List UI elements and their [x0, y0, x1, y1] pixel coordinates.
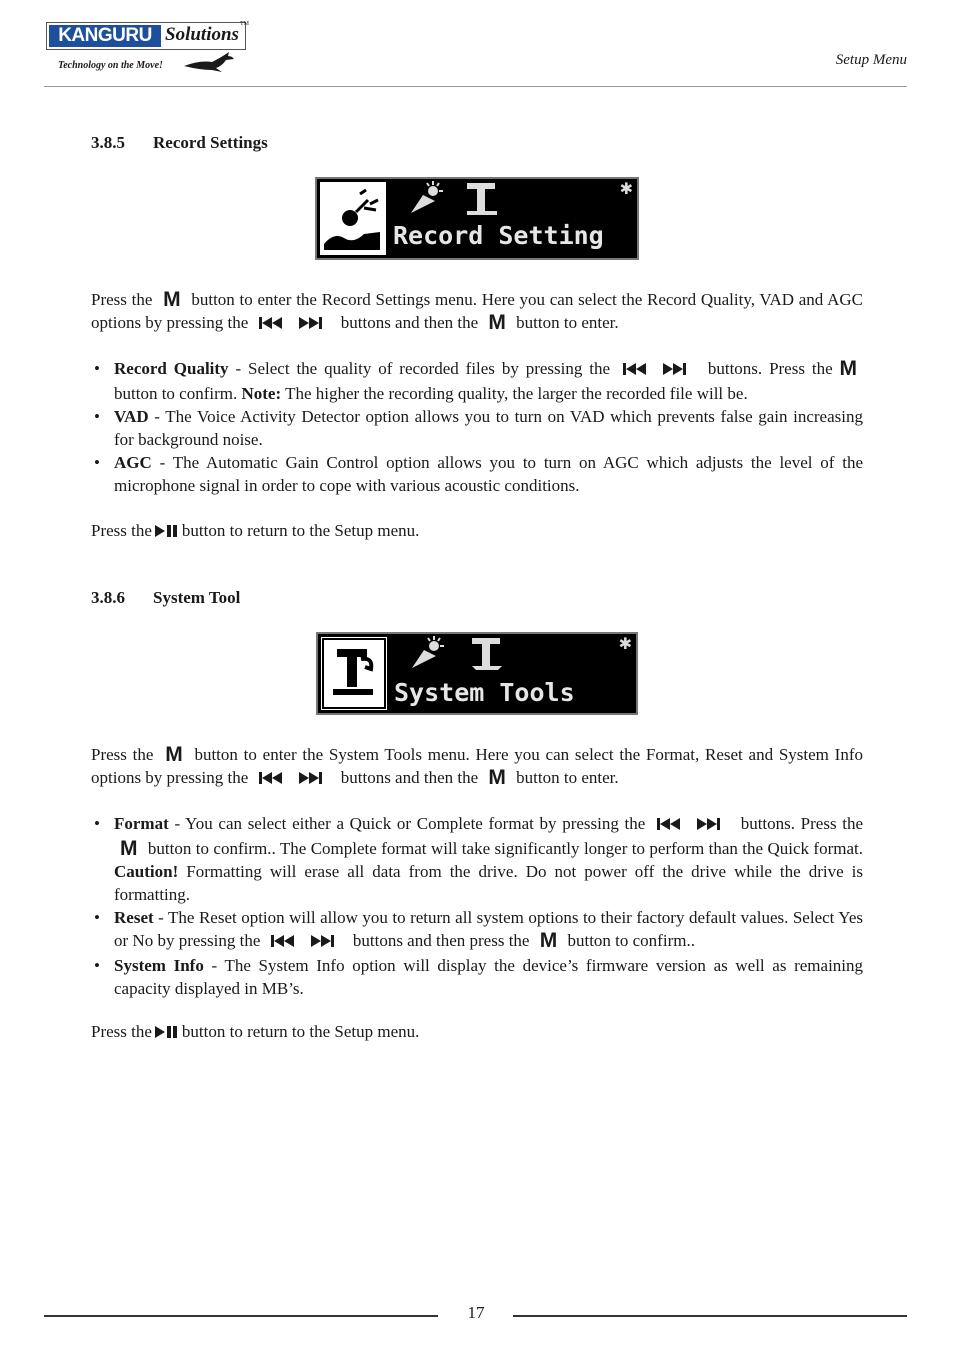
text: button to return to the Setup menu.: [181, 521, 420, 540]
term: System Info: [114, 956, 204, 975]
logo-solutions: Solutions: [165, 24, 239, 45]
logo-brand: KANGURU: [49, 25, 161, 47]
m-button-icon: M: [488, 766, 506, 789]
text: button to confirm..: [567, 931, 695, 950]
text: Press the: [91, 290, 153, 309]
list-item: [91, 954, 863, 1000]
text: - The Reset option will allow you to return all system options to their factory default values. Select Yes or No by pressing the: [114, 908, 863, 950]
screen-label: Record Setting: [393, 221, 604, 250]
skip-back-forward-icon: [657, 817, 729, 831]
text: The higher the recording quality, the larger the recorded file will be.: [285, 384, 748, 403]
text: - The Voice Activity Detector option allows you to turn on VAD which prevents false gain increasing for background noise.: [114, 407, 863, 449]
skip-buttons-icon: [623, 359, 695, 382]
list-item: [91, 357, 863, 405]
section-name: Setup Menu: [835, 52, 907, 68]
m-button-icon: M: [163, 288, 181, 311]
screen-selected-slot: [321, 637, 387, 710]
system-tool-heading: [91, 588, 240, 608]
play-pause-glyph: [154, 1025, 180, 1039]
section-title: System Tool: [153, 588, 241, 607]
text: - You can select either a Quick or Complete format by pressing the: [174, 814, 646, 833]
text: button to confirm.: [114, 384, 238, 403]
brightness-icon: [404, 636, 448, 674]
text: - The Automatic Gain Control option allows you to turn on AGC which adjusts the level of the microphone signal in order to cope with various acoustic conditions.: [114, 453, 864, 495]
text: button to enter.: [516, 768, 619, 787]
logo-tagline: Technology on the Move!: [58, 60, 163, 71]
kangaroo-icon: [182, 50, 238, 74]
m-button-icon: M: [839, 357, 858, 380]
text: Press the: [91, 745, 154, 764]
term: Format: [114, 814, 169, 833]
kanguru-logo: [46, 22, 248, 78]
play-pause-glyph: [154, 524, 180, 538]
page-number: 17: [467, 1303, 485, 1322]
screen-selected-slot: [320, 182, 386, 255]
text: Press the: [91, 1022, 152, 1041]
text: buttons and then press the: [352, 931, 530, 950]
term: AGC: [114, 453, 152, 472]
text: - The System Info option will display the device’s firmware version as well as remaining capacity displayed in MB’s.: [114, 956, 864, 998]
record-return: [91, 519, 863, 544]
page-header: [44, 20, 907, 88]
system-options-list: [91, 812, 863, 1000]
skip-back-forward-icon: [623, 362, 695, 376]
term: Reset: [114, 908, 154, 927]
list-item: [91, 906, 863, 954]
play-pause-icon: [154, 521, 180, 544]
m-button-icon: M: [165, 743, 183, 766]
record-options-list: [91, 357, 863, 497]
term: Record Quality: [114, 359, 229, 378]
text: button to enter the System Tools menu. Here you can select the Format, Reset and System Info options by pressing the: [91, 745, 863, 787]
record-setting-screen: [315, 177, 639, 260]
microphone-icon: [320, 182, 386, 255]
footer-rule-left: [44, 1315, 438, 1317]
tools-icon: [321, 637, 387, 710]
list-item: [91, 405, 863, 451]
screen-corner-mark: ✱: [618, 634, 632, 653]
list-item: [91, 812, 863, 906]
text: buttons. Press the: [740, 814, 864, 833]
system-return: [91, 1020, 863, 1045]
text: Press the: [91, 521, 152, 540]
record-settings-heading: [91, 133, 268, 153]
text: buttons. Press the: [707, 359, 833, 378]
skip-back-forward-icon: [259, 771, 331, 785]
text: - Select the quality of recorded files by pressing the: [235, 359, 611, 378]
m-button-icon: M: [539, 929, 558, 952]
tools-icon: [461, 181, 503, 219]
section-number: 3.8.6: [91, 588, 125, 607]
text: button to confirm.. The Complete format will take significantly longer to perform than the Quick format.: [147, 839, 863, 858]
record-icon: [466, 636, 508, 674]
logo-trademark: TM: [240, 21, 249, 27]
system-intro: [91, 743, 863, 791]
text: buttons and then the: [340, 768, 479, 787]
text: button to enter.: [516, 313, 619, 332]
record-intro: [91, 288, 863, 336]
skip-buttons-icon: [657, 814, 729, 837]
term: VAD: [114, 407, 149, 426]
section-number: 3.8.5: [91, 133, 125, 152]
section-title: Record Settings: [153, 133, 268, 152]
brightness-icon: [403, 181, 447, 219]
system-tools-screen: [316, 632, 638, 715]
skip-back-forward-icon: [259, 316, 331, 330]
m-button-icon: M: [120, 837, 138, 860]
list-item: [91, 451, 863, 497]
text: Formatting will erase all data from the drive. Do not power off the drive while the drive is formatting.: [114, 862, 863, 904]
screen-label: System Tools: [394, 678, 575, 707]
header-divider: [44, 86, 907, 87]
skip-buttons-icon: [259, 313, 331, 336]
skip-buttons-icon: [259, 768, 331, 791]
logo-box: [46, 21, 249, 50]
note-label: Note:: [241, 384, 282, 403]
play-pause-icon: [154, 1022, 180, 1045]
caution-label: Caution!: [114, 862, 179, 881]
skip-buttons-icon: [271, 931, 343, 954]
m-button-icon: M: [488, 311, 506, 334]
screen-corner-mark: ✱: [619, 179, 633, 198]
footer-rule-right: [513, 1315, 907, 1317]
skip-back-forward-icon: [271, 934, 343, 948]
text: button to enter the Record Settings menu. Here you can select the Record Quality, VAD and AGC options by pressing the: [91, 290, 863, 332]
text: button to return to the Setup menu.: [181, 1022, 420, 1041]
text: buttons and then the: [340, 313, 479, 332]
